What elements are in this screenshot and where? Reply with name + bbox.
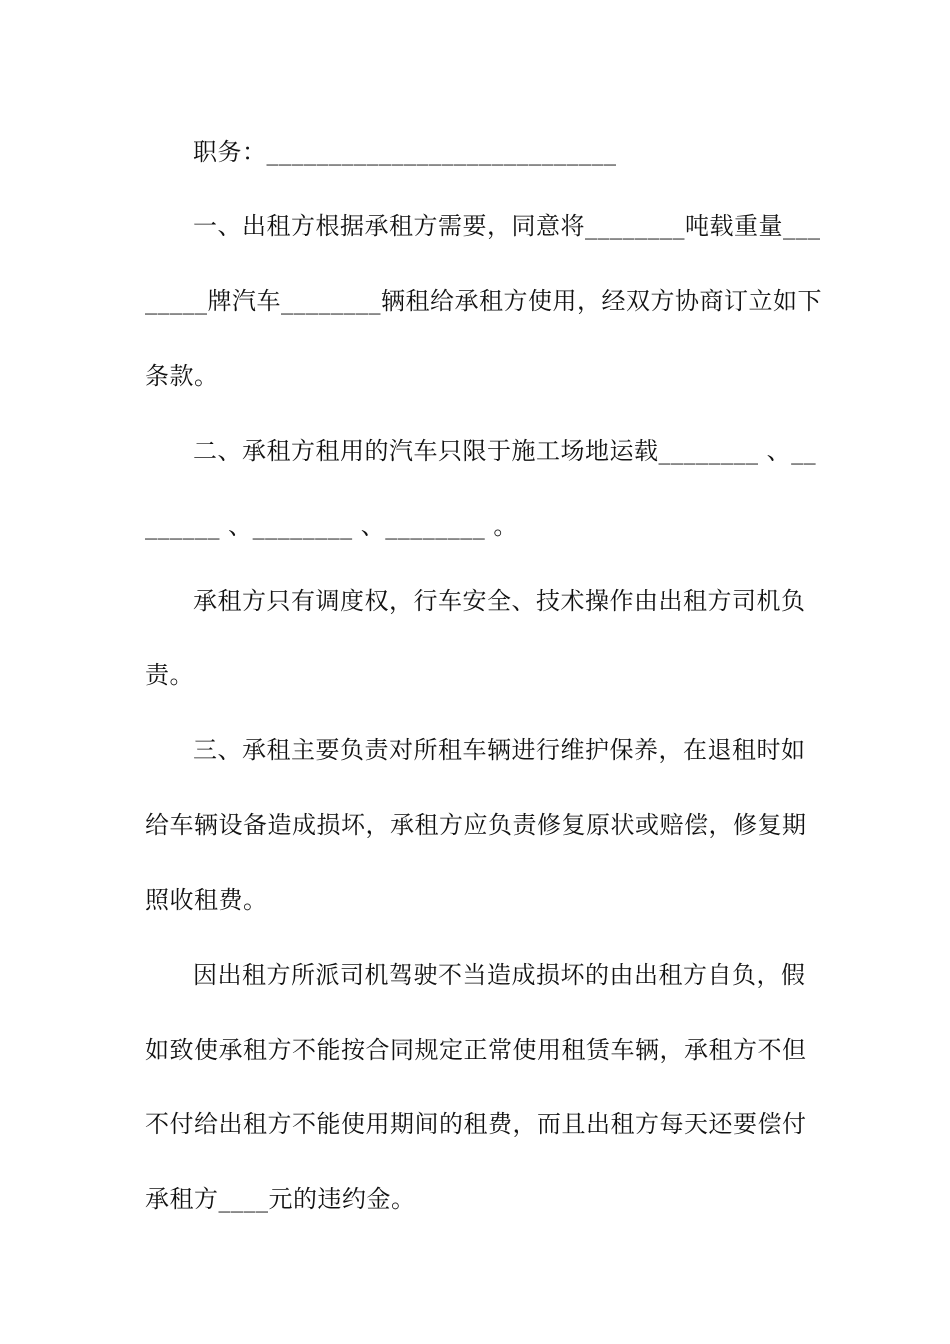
clause-3-line-3: 照收租费。 <box>145 886 268 914</box>
clause-1-line-2: _____牌汽车________辆租给承租方使用，经双方协商订立如下 <box>145 287 822 315</box>
clause-3-line-2: 给车辆设备造成损坏，承租方应负责修复原状或赔偿，修复期 <box>145 811 807 839</box>
position-field-line: 职务：____________________________ <box>193 138 617 166</box>
dispatch-paragraph-line-1: 承租方只有调度权，行车安全、技术操作由出租方司机负 <box>193 587 806 615</box>
liability-paragraph-line-1: 因出租方所派司机驾驶不当造成损坏的由出租方自负，假 <box>193 961 806 989</box>
liability-paragraph-line-2: 如致使承租方不能按合同规定正常使用租赁车辆，承租方不但 <box>145 1036 807 1064</box>
liability-paragraph-line-3: 不付给出租方不能使用期间的租费，而且出租方每天还要偿付 <box>145 1110 807 1138</box>
clause-2-line-2: ______ 、________ 、________ 。 <box>145 512 518 540</box>
clause-3-line-1: 三、承租主要负责对所租车辆进行维护保养，在退租时如 <box>193 736 806 764</box>
liability-paragraph-line-4: 承租方____元的违约金。 <box>145 1185 416 1213</box>
clause-1-line-1: 一、出租方根据承租方需要，同意将________吨载重量___ <box>193 212 821 240</box>
clause-1-line-3: 条款。 <box>145 362 219 390</box>
dispatch-paragraph-line-2: 责。 <box>145 661 194 689</box>
clause-2-line-1: 二、承租方租用的汽车只限于施工场地运载________ 、__ <box>193 437 817 465</box>
